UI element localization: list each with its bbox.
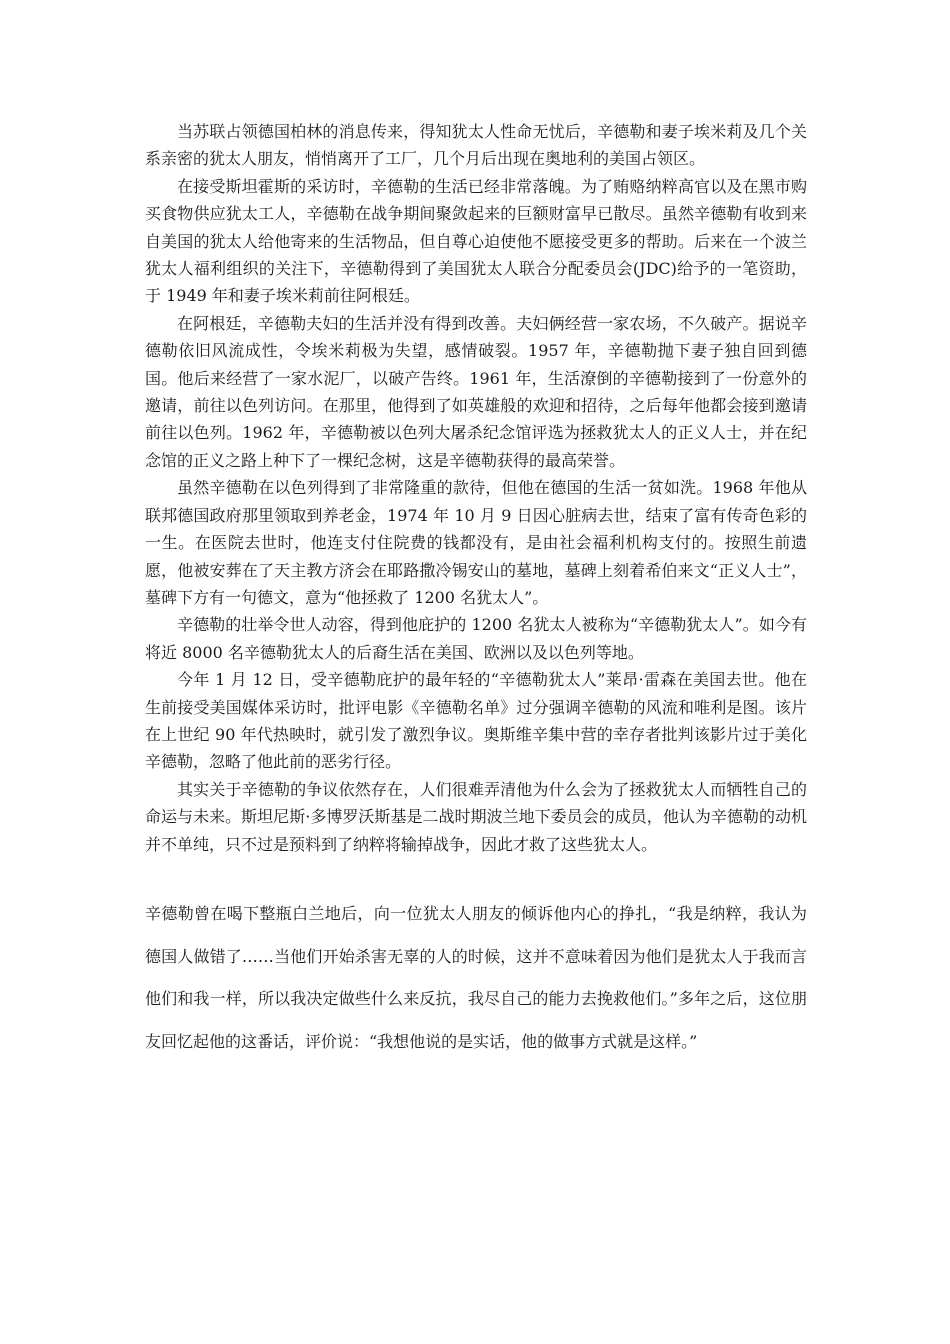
article-body xyxy=(145,118,807,858)
paragraph-5: 辛德勒的壮举令世人动容，得到他庇护的 1200 名犹太人被称为“辛德勒犹太人”。如今有将近 8000 名辛德勒犹太人的后裔生活在美国、欧洲以及以色列等地。 xyxy=(145,615,807,662)
closing-section xyxy=(145,893,807,1063)
closing-paragraph: 辛德勒曾在喝下整瓶白兰地后，向一位犹太人朋友的倾诉他内心的挣扎，“我是纳粹，我认为德国人做错了……当他们开始杀害无辜的人的时候，这并不意味着因为他们是犹太人于我而言他们和我一样，所以我决定做些什么来反抗，我尽自己的能力去挽救他们。”多年之后，这位朋友回忆起他的这番话，评价说：“我想他说的是实话，他的做事方式就是这样。” xyxy=(145,904,807,1051)
paragraph-3: 在阿根廷，辛德勒夫妇的生活并没有得到改善。夫妇俩经营一家农场，不久破产。据说辛德勒依旧风流成性，令埃米莉极为失望，感情破裂。1957 年，辛德勒抛下妻子独自回到德国。他后来经营了一家水泥厂，以破产告终。1961 年，生活潦倒的辛德勒接到了一份意外的邀请，前往以色列访问。在那里，他得到了如英雄般的欢迎和招待，之后每年他都会接到邀请前往以色列。1962 年，辛德勒被以色列大屠杀纪念馆评选为拯救犹太人的正义人士，并在纪念馆的正义之路上种下了一棵纪念树，这是辛德勒获得的最高荣誉。 xyxy=(145,313,807,470)
paragraph-7: 其实关于辛德勒的争议依然存在，人们很难弄清他为什么会为了拯救犹太人而牺牲自己的命运与未来。斯坦尼斯·多博罗沃斯基是二战时期波兰地下委员会的成员，他认为辛德勒的动机并不单纯，只不过是预料到了纳粹将输掉战争，因此才救了这些犹太人。 xyxy=(145,779,807,854)
paragraph-6: 今年 1 月 12 日，受辛德勒庇护的最年轻的“辛德勒犹太人”莱昂·雷森在美国去世。他在生前接受美国媒体采访时，批评电影《辛德勒名单》过分强调辛德勒的风流和唯利是图。该片在上世纪 90 年代热映时，就引发了激烈争议。奥斯维辛集中营的幸存者批判该影片过于美化辛德勒，忽略了他此前的恶劣行径。 xyxy=(145,670,807,772)
paragraph-4: 虽然辛德勒在以色列得到了非常隆重的款待，但他在德国的生活一贫如洗。1968 年他从联邦德国政府那里领取到养老金，1974 年 10 月 9 日因心脏病去世，结束了富有传奇色彩的一生。在医院去世时，他连支付住院费的钱都没有，是由社会福利机构支付的。按照生前遗愿，他被安葬在了天主教方济会在耶路撒冷锡安山的墓地，墓碑上刻着希伯来文“正义人士”，墓碑下方有一句德文，意为“他拯救了 1200 名犹太人”。 xyxy=(145,478,807,607)
paragraph-1: 当苏联占领德国柏林的消息传来，得知犹太人性命无忧后，辛德勒和妻子埃米莉及几个关系亲密的犹太人朋友，悄悄离开了工厂，几个月后出现在奥地利的美国占领区。 xyxy=(145,122,807,169)
paragraph-2: 在接受斯坦霍斯的采访时，辛德勒的生活已经非常落魄。为了贿赂纳粹高官以及在黑市购买食物供应犹太工人，辛德勒在战争期间聚敛起来的巨额财富早已散尽。虽然辛德勒有收到来自美国的犹太人给他寄来的生活物品，但自尊心迫使他不愿接受更多的帮助。后来在一个波兰犹太人福利组织的关注下，辛德勒得到了美国犹太人联合分配委员会(JDC)给予的一笔资助，于 1949 年和妻子埃米莉前往阿根廷。 xyxy=(145,176,807,306)
